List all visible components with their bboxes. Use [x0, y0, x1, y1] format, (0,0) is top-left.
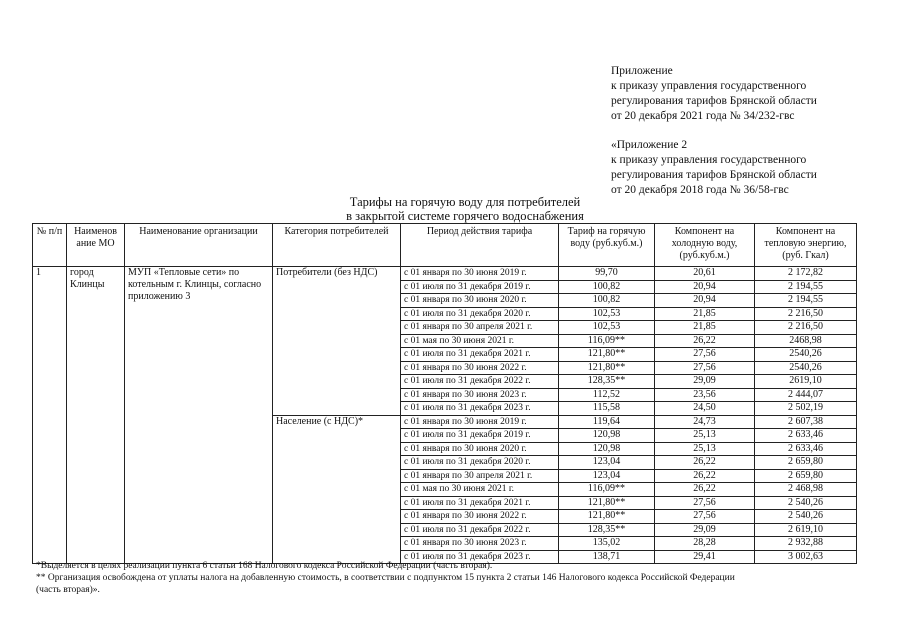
hot-water-tariff: 128,35**: [559, 375, 655, 389]
heat-energy-component: 2 172,82: [755, 267, 857, 281]
consumer-category: Потребители (без НДС): [273, 267, 401, 416]
heat-energy-component: 2 659,80: [755, 469, 857, 483]
heat-energy-component: 3 002,63: [755, 550, 857, 564]
cold-water-component: 21,85: [655, 321, 755, 335]
footnote-exemption-cont: (часть вторая)».: [36, 585, 100, 595]
cold-water-component: 21,85: [655, 307, 755, 321]
header-organization: Наименование организации: [125, 224, 273, 267]
cold-water-component: 29,09: [655, 523, 755, 537]
heat-energy-component: 2 633,46: [755, 429, 857, 443]
heat-energy-component: 2 932,88: [755, 537, 857, 551]
heat-energy-component: 2 540,26: [755, 510, 857, 524]
cold-water-component: 25,13: [655, 442, 755, 456]
tariff-table: [32, 223, 857, 564]
heat-energy-component: 2540,26: [755, 361, 857, 375]
tariff-period: с 01 мая по 30 июня 2021 г.: [401, 483, 559, 497]
cold-water-component: 29,41: [655, 550, 755, 564]
title-line-2: в закрытой системе горячего водоснабжения: [346, 209, 584, 223]
hot-water-tariff: 120,98: [559, 442, 655, 456]
hot-water-tariff: 116,09**: [559, 483, 655, 497]
appendix-block-current: [611, 64, 901, 124]
tariff-period: с 01 января по 30 июня 2023 г.: [401, 537, 559, 551]
tariff-period: с 01 января по 30 июня 2020 г.: [401, 294, 559, 308]
organization-name: МУП «Тепловые сети» по котельным г. Клинцы, согласно приложению 3: [125, 267, 273, 564]
hot-water-tariff: 121,80**: [559, 348, 655, 362]
tariff-period: с 01 июля по 31 декабря 2023 г.: [401, 402, 559, 416]
hot-water-tariff: 100,82: [559, 294, 655, 308]
hot-water-tariff: 123,04: [559, 469, 655, 483]
hot-water-tariff: 123,04: [559, 456, 655, 470]
cold-water-component: 23,56: [655, 388, 755, 402]
heat-energy-component: 2468,98: [755, 334, 857, 348]
tariff-period: с 01 января по 30 июня 2019 г.: [401, 415, 559, 429]
hot-water-tariff: 121,80**: [559, 496, 655, 510]
cold-water-component: 20,94: [655, 294, 755, 308]
footnote-vat: *Выделяется в целях реализации пункта 6 статьи 168 Налогового кодекса Российской Федерации (часть вторая).: [36, 561, 493, 571]
header-municipality: Наименов ание МО: [67, 224, 125, 267]
cold-water-component: 20,94: [655, 280, 755, 294]
heat-energy-component: 2 468,98: [755, 483, 857, 497]
appendix-line: к приказу управления государственного: [611, 80, 807, 92]
tariff-period: с 01 июля по 31 декабря 2019 г.: [401, 429, 559, 443]
appendix-line: регулирования тарифов Брянской области: [611, 169, 817, 181]
tariff-period: с 01 июля по 31 декабря 2020 г.: [401, 456, 559, 470]
appendix-line: от 20 декабря 2018 года № 36/58-гвс: [611, 184, 789, 196]
tariff-period: с 01 мая по 30 июня 2021 г.: [401, 334, 559, 348]
hot-water-tariff: 115,58: [559, 402, 655, 416]
cold-water-component: 27,56: [655, 510, 755, 524]
tariff-period: с 01 июля по 31 декабря 2019 г.: [401, 280, 559, 294]
tariff-period: с 01 января по 30 июня 2023 г.: [401, 388, 559, 402]
hot-water-tariff: 128,35**: [559, 523, 655, 537]
cold-water-component: 26,22: [655, 469, 755, 483]
hot-water-tariff: 138,71: [559, 550, 655, 564]
cold-water-component: 25,13: [655, 429, 755, 443]
municipality-name: город Клинцы: [67, 267, 125, 564]
tariff-period: с 01 июля по 31 декабря 2023 г.: [401, 550, 559, 564]
tariff-period: с 01 января по 30 июня 2019 г.: [401, 267, 559, 281]
table-row: [33, 267, 857, 281]
cold-water-component: 28,28: [655, 537, 755, 551]
heat-energy-component: 2 194,55: [755, 294, 857, 308]
tariff-period: с 01 июля по 31 декабря 2022 г.: [401, 523, 559, 537]
hot-water-tariff: 102,53: [559, 321, 655, 335]
hot-water-tariff: 121,80**: [559, 361, 655, 375]
appendix-line: регулирования тарифов Брянской области: [611, 95, 817, 107]
cold-water-component: 27,56: [655, 361, 755, 375]
heat-energy-component: 2 540,26: [755, 496, 857, 510]
tariff-period: с 01 января по 30 июня 2022 г.: [401, 510, 559, 524]
heat-energy-component: 2 194,55: [755, 280, 857, 294]
hot-water-tariff: 100,82: [559, 280, 655, 294]
table-body: [33, 267, 857, 564]
tariff-period: с 01 января по 30 апреля 2021 г.: [401, 321, 559, 335]
appendix-line: «Приложение 2: [611, 139, 688, 151]
appendix-line: от 20 декабря 2021 года № 34/232-гвс: [611, 110, 795, 122]
cold-water-component: 26,22: [655, 334, 755, 348]
consumer-category: Население (с НДС)*: [273, 415, 401, 564]
tariff-period: с 01 июля по 31 декабря 2021 г.: [401, 496, 559, 510]
heat-energy-component: 2 633,46: [755, 442, 857, 456]
footnote-exemption: ** Организация освобождена от уплаты налога на добавленную стоимость, в соответствии с подпунктом 15 пункта 2 статьи 146 Налогового кодекса Российской Федерации: [36, 573, 735, 583]
heat-energy-component: 2 444,07: [755, 388, 857, 402]
header-heat-energy: Компонент на тепловую энергию, (руб. Гкал): [755, 224, 857, 267]
header-tariff: Тариф на горячую воду (руб.куб.м.): [559, 224, 655, 267]
tariff-period: с 01 января по 30 апреля 2021 г.: [401, 469, 559, 483]
row-index: 1: [33, 267, 67, 564]
cold-water-component: 20,61: [655, 267, 755, 281]
tariff-period: с 01 июля по 31 декабря 2022 г.: [401, 375, 559, 389]
hot-water-tariff: 99,70: [559, 267, 655, 281]
cold-water-component: 27,56: [655, 496, 755, 510]
heat-energy-component: 2619,10: [755, 375, 857, 389]
appendix-block-original: [611, 138, 901, 198]
hot-water-tariff: 112,52: [559, 388, 655, 402]
document-title: [300, 195, 630, 223]
cold-water-component: 27,56: [655, 348, 755, 362]
cold-water-component: 24,73: [655, 415, 755, 429]
heat-energy-component: 2540,26: [755, 348, 857, 362]
appendix-line: к приказу управления государственного: [611, 154, 807, 166]
appendix-line: Приложение: [611, 65, 673, 77]
heat-energy-component: 2 659,80: [755, 456, 857, 470]
heat-energy-component: 2 502,19: [755, 402, 857, 416]
tariff-period: с 01 января по 30 июня 2020 г.: [401, 442, 559, 456]
cold-water-component: 29,09: [655, 375, 755, 389]
hot-water-tariff: 135,02: [559, 537, 655, 551]
cold-water-component: 24,50: [655, 402, 755, 416]
heat-energy-component: 2 607,38: [755, 415, 857, 429]
hot-water-tariff: 116,09**: [559, 334, 655, 348]
title-line-1: Тарифы на горячую воду для потребителей: [349, 195, 581, 209]
hot-water-tariff: 119,64: [559, 415, 655, 429]
hot-water-tariff: 120,98: [559, 429, 655, 443]
header-index: № п/п: [33, 224, 67, 267]
heat-energy-component: 2 216,50: [755, 307, 857, 321]
header-period: Период действия тарифа: [401, 224, 559, 267]
table-header-row: [33, 224, 857, 267]
cold-water-component: 26,22: [655, 483, 755, 497]
tariff-period: с 01 июля по 31 декабря 2021 г.: [401, 348, 559, 362]
hot-water-tariff: 102,53: [559, 307, 655, 321]
tariff-period: с 01 января по 30 июня 2022 г.: [401, 361, 559, 375]
heat-energy-component: 2 619,10: [755, 523, 857, 537]
hot-water-tariff: 121,80**: [559, 510, 655, 524]
heat-energy-component: 2 216,50: [755, 321, 857, 335]
header-category: Категория потребителей: [273, 224, 401, 267]
header-cold-water: Компонент на холодную воду, (руб.куб.м.): [655, 224, 755, 267]
cold-water-component: 26,22: [655, 456, 755, 470]
footnotes: [36, 560, 886, 596]
tariff-period: с 01 июля по 31 декабря 2020 г.: [401, 307, 559, 321]
